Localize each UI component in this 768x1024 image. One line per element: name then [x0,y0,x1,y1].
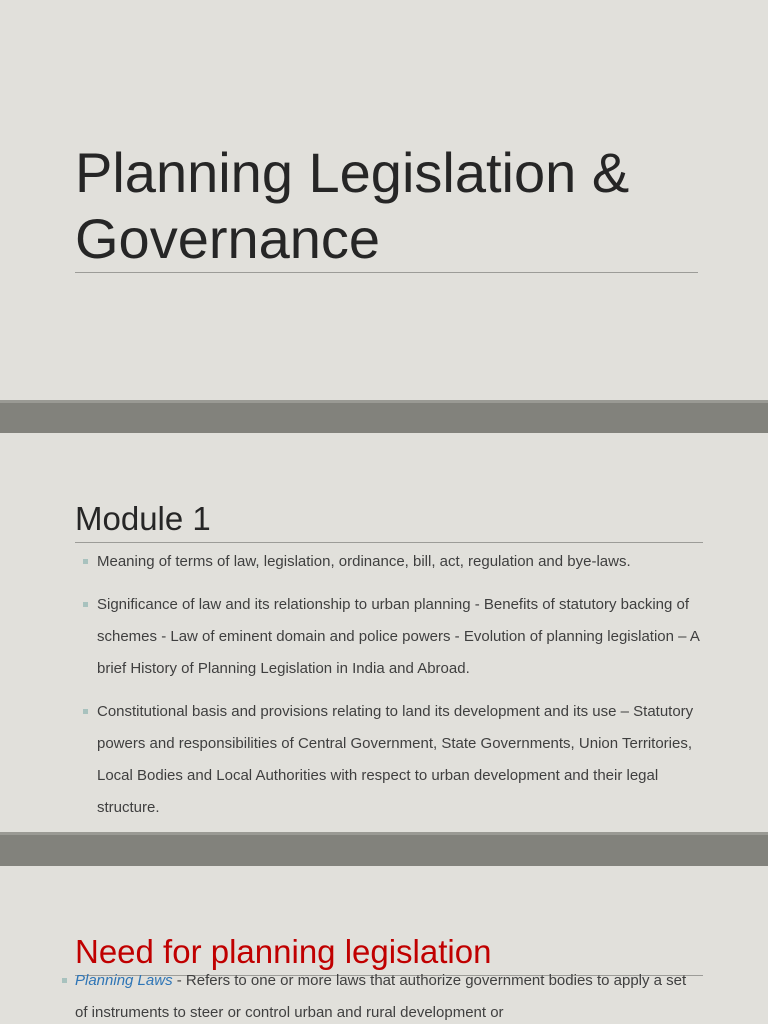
bullet-text: Meaning of terms of law, legislation, ordinance, bill, act, regulation and bye-laws. [97,553,631,570]
module-bullet-list [76,546,706,832]
list-item [76,696,706,824]
slide-title [0,0,768,400]
need-bullet-list [56,965,696,1024]
bullet-text: Significance of law and its relationship to urban planning - Benefits of statutory backing of schemes - Law of eminent domain and police powers - Evolution of planning legislation – A brief History of Planning Legislation in India and Abroad. [97,596,700,677]
title-line-2: Governance [75,207,381,270]
title-line-1: Planning Legislation & [75,141,630,204]
slide-divider [0,400,768,433]
list-item [76,546,706,578]
bullet-marker [83,602,88,607]
bullet-text: - Refers to one or more laws that authorize government bodies to apply a set of instruments to steer or control urban and rural development or [75,972,687,1021]
bullet-marker [83,709,88,714]
planning-laws-term: Planning Laws [75,972,173,989]
slide-module-1 [0,433,768,832]
list-item [56,965,696,1024]
module-title-underline [75,542,703,543]
module-title: Module 1 [75,500,211,537]
need-title: Need for planning legislation [75,933,492,970]
bullet-marker [62,978,67,983]
bullet-marker [83,559,88,564]
slide-divider [0,832,768,866]
bullet-text: Constitutional basis and provisions relating to land its development and its use – Statutory powers and responsibilities of Central Government, State Governments, Union Territories, Local Bodies and Local Authorities with respect to urban development and their legal structure. [97,703,694,816]
list-item [76,589,706,685]
slide-need-for-legislation [0,866,768,1024]
presentation-title [75,140,629,272]
title-underline [75,272,698,273]
